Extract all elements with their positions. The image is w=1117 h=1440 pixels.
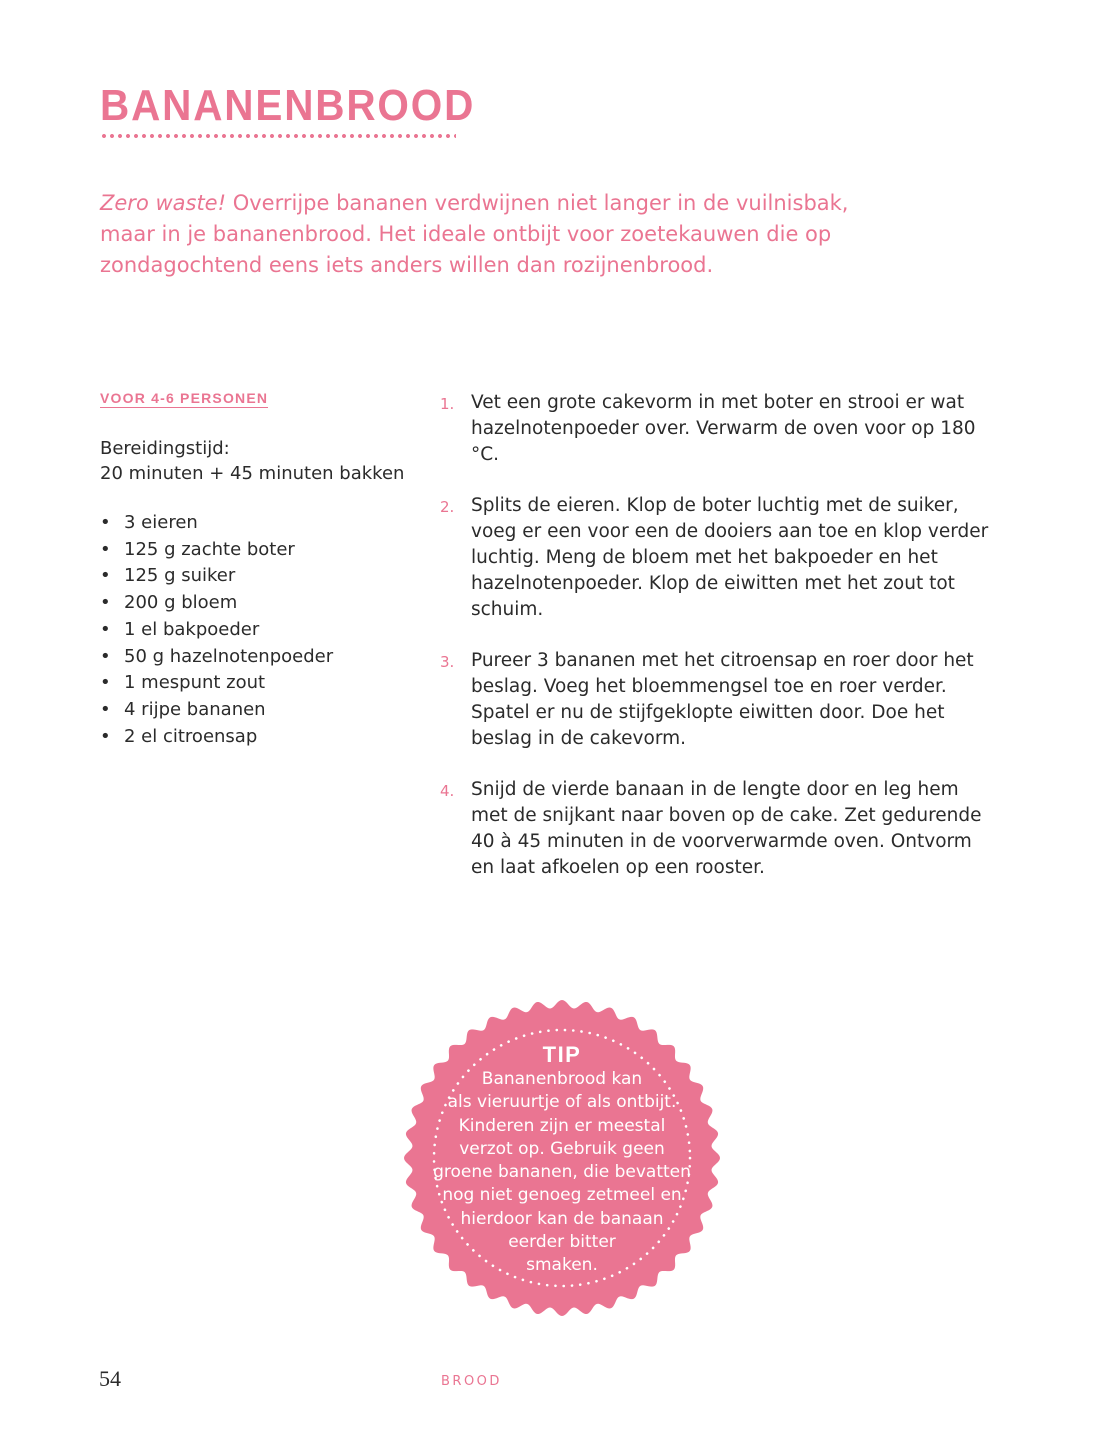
tip-content [432, 1042, 692, 1278]
method-step [440, 777, 1000, 881]
step-number: 2. [440, 498, 455, 516]
tip-line: als vieruurtje of als ontbijt. [447, 1092, 677, 1113]
ingredient-list [100, 510, 333, 750]
ingredient-item: • 125 g zachte boter [100, 537, 333, 564]
intro-text: Overrijpe bananen verdwijnen niet langer in de vuilnisbak, maar in je bananenbrood. Het ideale ontbijt voor zoetekauwen die op zondagochtend eens iets anders willen dan rozijnenbrood. [100, 191, 849, 277]
tip-line: hierdoor kan de banaan [460, 1208, 664, 1229]
ingredient-item: • 3 eieren [100, 510, 333, 537]
tip-line: Kinderen zijn er meestal [458, 1115, 666, 1136]
ingredient-item: • 4 rijpe bananen [100, 697, 333, 724]
ingredient-item: • 1 el bakpoeder [100, 617, 333, 644]
preparation-time [100, 436, 420, 486]
intro-paragraph [100, 188, 900, 281]
prep-value: 20 minuten + 45 minuten bakken [100, 463, 405, 484]
section-name: BROOD [441, 1374, 502, 1389]
tip-line: groene bananen, die bevatten [433, 1162, 691, 1183]
step-text: Pureer 3 bananen met het citroensap en roer door het beslag. Voeg het bloemmengsel toe en roer verder. Spatel er nu de stijfgeklopte eiwitten door. Doe het beslag in de cakevorm. [471, 650, 974, 749]
step-text: Snijd de vierde banaan in de lengte door en leg hem met de snijkant naar boven op de cake. Zet gedurende 40 à 45 minuten in de voorverwarmde oven. Ontvorm en laat afkoelen op een rooster. [471, 779, 982, 878]
tip-line: nog niet genoeg zetmeel en [442, 1185, 682, 1206]
step-text: Vet een grote cakevorm in met boter en strooi er wat hazelnotenpoeder over. Verwarm de oven voor op 180 °C. [471, 392, 976, 465]
step-number: 1. [440, 395, 455, 413]
prep-label: Bereidingstijd: [100, 438, 230, 459]
ingredient-item: • 200 g bloem [100, 590, 333, 617]
method-step [440, 493, 1000, 623]
tip-line: verzot op. Gebruik geen [459, 1138, 665, 1159]
tip-line: smaken. [526, 1255, 598, 1276]
ingredient-item: • 50 g hazelnotenpoeder [100, 644, 333, 671]
step-text: Splits de eieren. Klop de boter luchtig met de suiker, voeg er een voor een de dooiers aan toe en klop verder luchtig. Meng de bloem met het bakpoeder en het hazelnotenpoeder. Klop de eiwitten met het zout tot schuim. [471, 495, 989, 620]
method-steps [440, 390, 1000, 906]
tip-title: TIP [542, 1042, 582, 1067]
tip-badge [402, 998, 722, 1318]
tip-line: eerder bitter [508, 1232, 616, 1253]
title-dotted-underline [100, 132, 456, 140]
intro-emphasis: Zero waste! [100, 191, 227, 215]
step-number: 4. [440, 782, 455, 800]
ingredient-item: • 1 mespunt zout [100, 670, 333, 697]
page-number: 54 [99, 1366, 121, 1391]
method-step [440, 648, 1000, 752]
tip-line: Bananenbrood kan [481, 1069, 643, 1089]
method-step [440, 390, 1000, 468]
recipe-title: BANANENBROOD [100, 81, 476, 130]
ingredient-item: • 2 el citroensap [100, 724, 333, 751]
servings-label: VOOR 4-6 PERSONEN [100, 390, 269, 406]
step-number: 3. [440, 653, 455, 671]
ingredient-item: • 125 g suiker [100, 563, 333, 590]
